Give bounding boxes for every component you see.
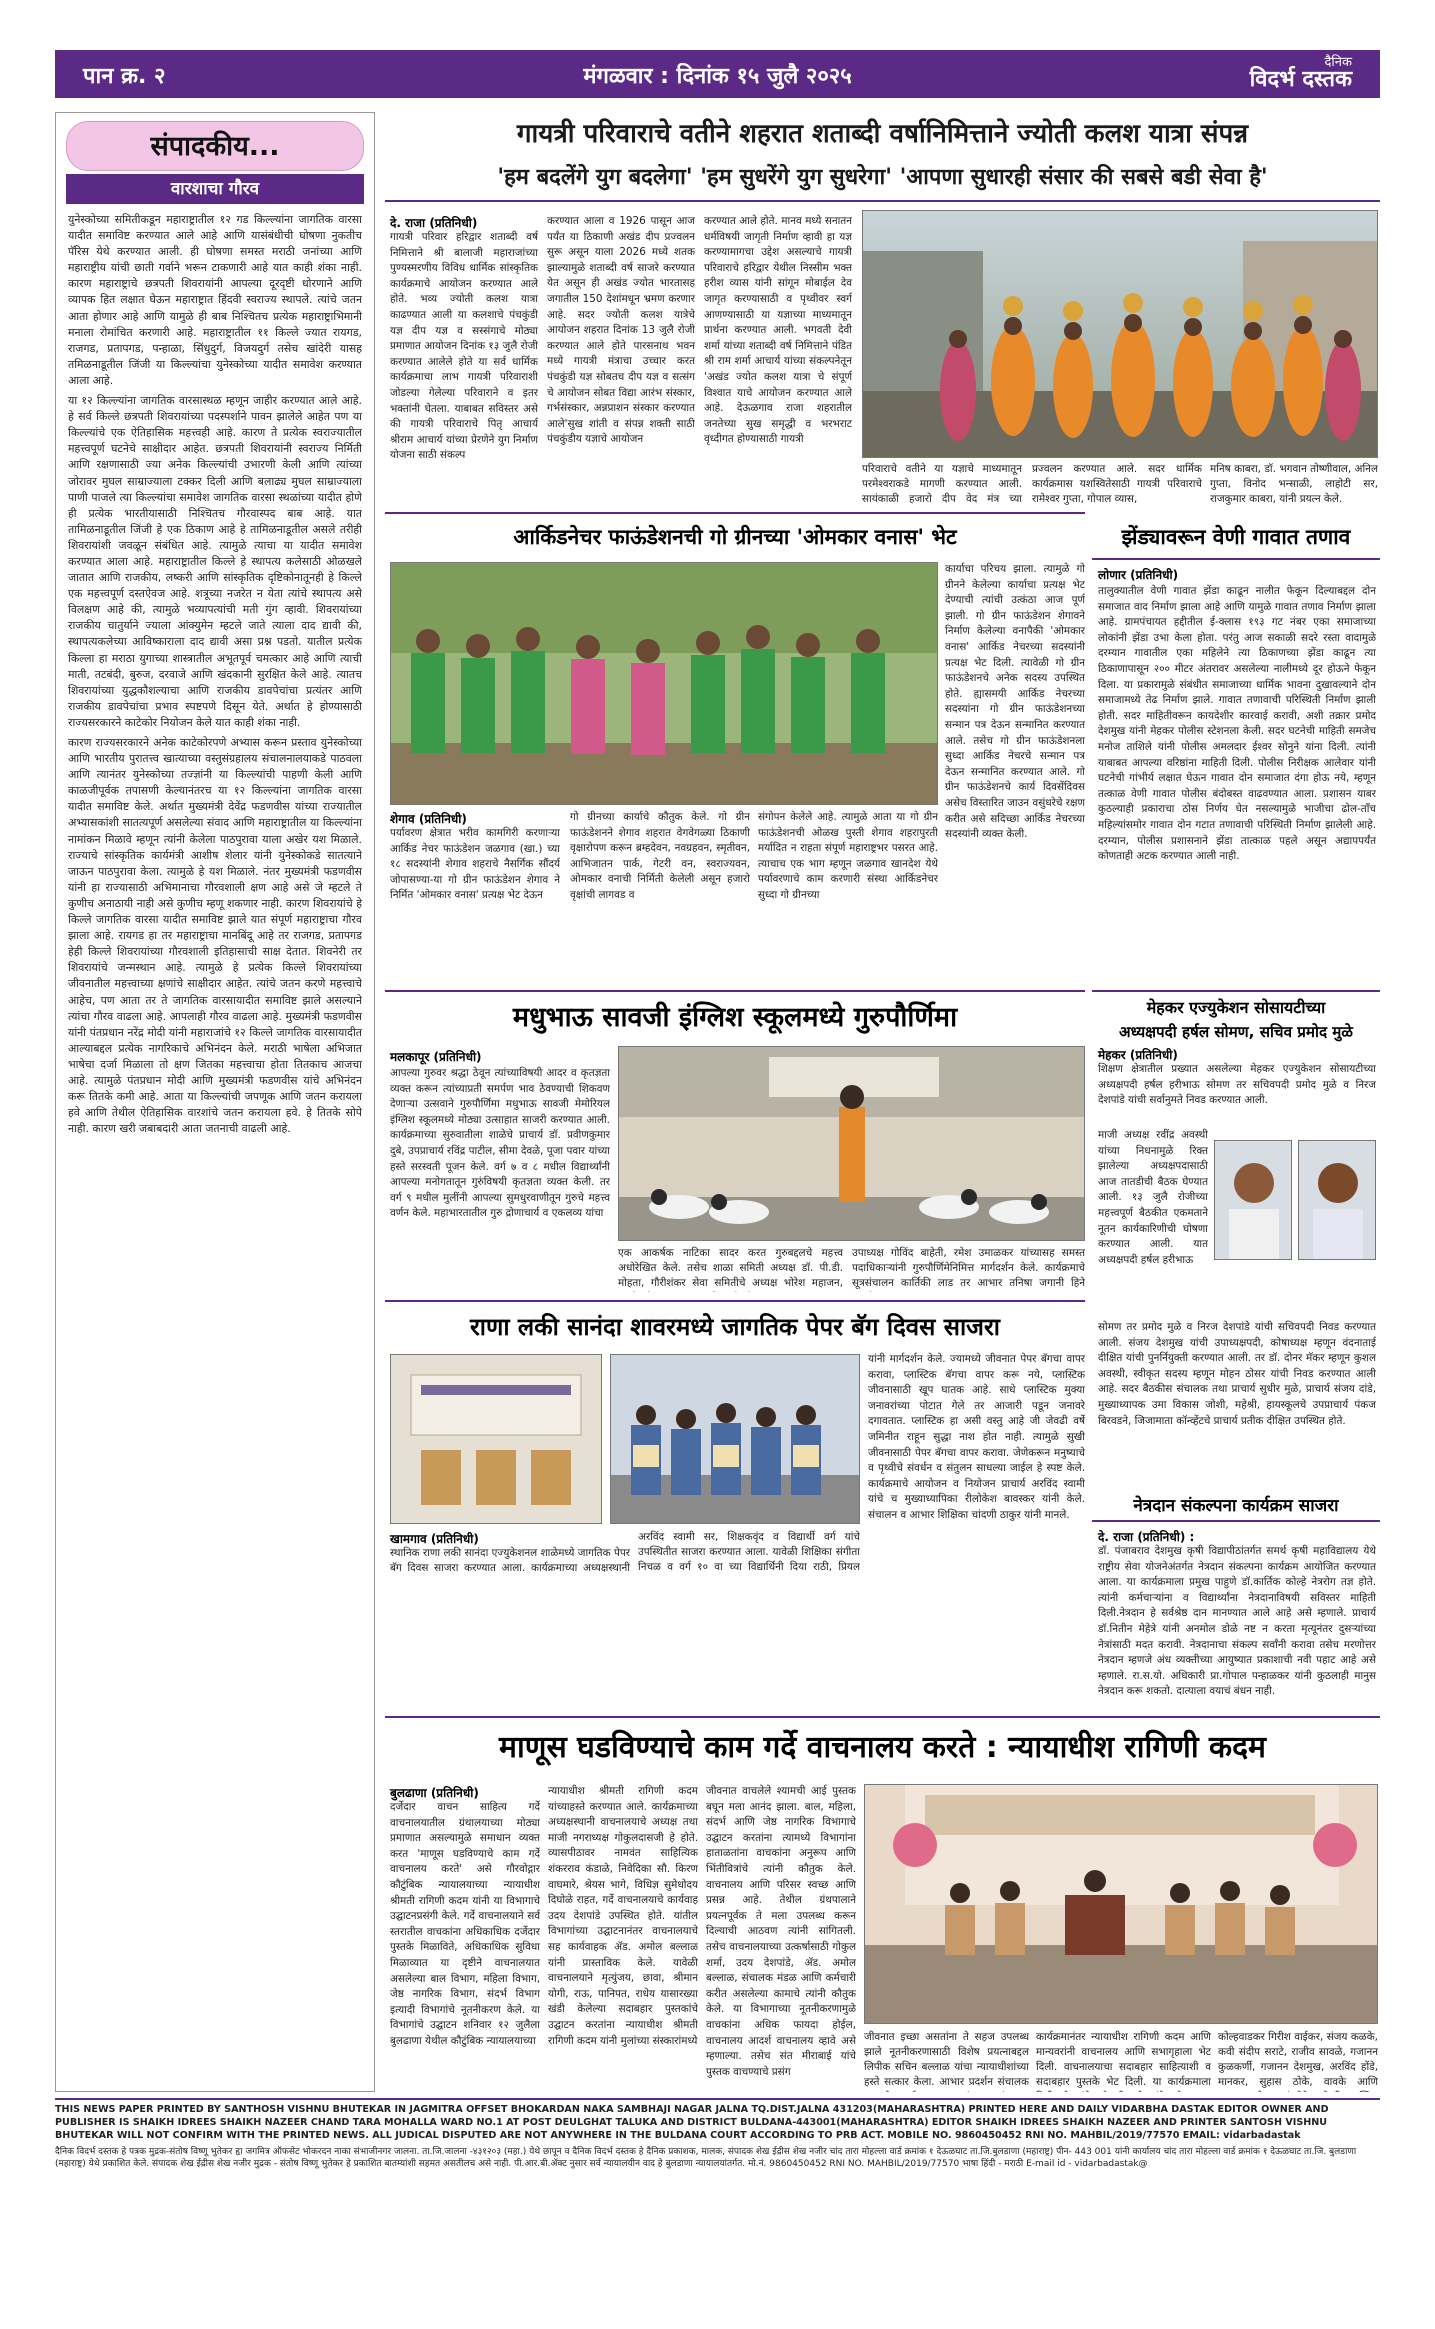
editorial-title-box (66, 121, 364, 171)
story2-top-rule (385, 512, 1085, 514)
story4-photo-art (619, 1047, 1085, 1241)
story8-col-3: जीवनात वाचलेले श्यामची आई पुस्तक बघून मला आनंद झाला. बाल, महिला, संदर्भ आणि जेष्ठ नागरिक विभागाचे उद्घाटन करतांना त्यामध्ये विभागांना हाताळतांना वाचकांना अनुरूप आणि भिंतीवित्रांचे त्यांनी कौतुक केले. वाचनालय आणि परिसर स्वच्छ आणि प्रसन्न आहे. तेथील ग्रंथपालाने प्रयत्नपूर्वक ते मला उपलब्ध करून दिल्याची आठवण त्यांनी सांगितली. तसेच वाचनालयाच्या उत्कर्षासाठी गोकुल शर्मा, उदय देशपांडे, ॲड. अमोल बल्लाळ, संचालक मंडळ आणि कर्मचारी करीत असलेल्या कामाचे त्यांनी कौतुक केले. या विभागाच्या नूतनीकरणामुळे वाचकांना अधिक फायदा होईल, वाचनालय आदर्श वाचनालय व्हावे असे म्हणाल्या. तसेच संत मीराबाई यांचे पुस्तक वाचण्याचे प्रसंग (706, 1785, 856, 2078)
story2-photo-art (391, 563, 938, 805)
story4-caption-right: उपाध्यक्ष गोविंद बाहेती, रमेश उमाळकर यांच्यासह समस्त पदाधिकाऱ्यांनी गुरुपौर्णिमेनिमित्त मार्गदर्शन केले. कार्यक्रमाचे सूत्रसंचालन कार्तिकी लाड तर आभार तनिषा जगानी हिने (852, 1247, 1085, 1289)
story5-col-3: यांनी मार्गदर्शन केले. ज्यामध्ये जीवनात पेपर बॅगचा वापर करावा, प्लास्टिक बॅगचा वापर करू नये, प्लास्टिक जीवनासाठी खूप घातक आहे. साधे प्लास्टिक मुक्या जनावरांच्या पोटात गेले तर आजारी पडून जनावरे दगावतात. प्लास्टिक हा असी वस्तु आहे जी जेवढी वर्षे जमिनीत राहून सुद्धा नाश होत नाही. त्यामुळे सुखी जीवनासाठी पेपर बॅगचा वापर करावा. जेणेकरून मनुष्याचे व पृथ्वीचे संवर्धन व संतुलन साधल्या जाईल हे स्पष्ट केले. कार्यक्रमाचे आयोजन व नियोजन प्राचार्य अरविंद स्वामी यांचे च मुख्याध्यापिका रीलोकेश बावस्कर यांनी केले. संचालन व आभार शिक्षिका चांदणी ठाकुर यांनी मानले. (868, 1353, 1085, 1521)
story2-col-2: गो ग्रीनच्या कार्याचे कौतुक केले. गो ग्रीन फाऊंडेशनने शेगाव शहरात वेगवेगळ्या ठिकाणी वृक्षारोपण करून ब्रम्हदेवन, नवग्रहवन, स्मृतीवन, आभिजातन पार्क, गेटरी वन, स्वराज्यवन, ओमकार वनाची निर्मिती केलेली असून हजारो वृक्षांची लागवड व (570, 811, 750, 901)
story1-headline-2: 'हम बदलेंगे युग बदलेगा' 'हम सुधरेंगे युग सुधरेगा' 'आपणा सुधारही संसार की सबसे बडी सेवा है' (497, 165, 1268, 190)
story5-top-rule (385, 1300, 1085, 1302)
story4-caption-mid: एक आकर्षक नाटिका सादर करत गुरुबद्दलचे महत्त्व अधोरेखित केले. तसेच शाळा समिती अध्यक्ष डॉ. पी.डी. मोहता, गौरीशंकर सेवा समितीचे अध्यक्ष भोरेश महाजन, (618, 1247, 843, 1289)
story8-col-2: न्यायाधीश श्रीमती रागिणी कदम यांच्याहस्ते करण्यात आले. कार्यक्रमाच्या अध्यक्षस्थानी वाचनालयाचे अध्यक्ष तथा माजी नगराध्यक्ष गोकुलदासजी हे होते. व्यासपीठावर नामवंत साहित्यिक शंकरराव कंडाळे, निवेदिका सौ. किरण वाघमारे, श्रेयस भागे, विधिज्ञ सुमेधोदय दिघोळे राहत, गर्दे वाचनालयाचे कार्यवाह उदय देशपांडे उपस्थित होते. यांतील विभागांच्या उद्घाटनानंतर वाचनालयाचे सह कार्यवाहक ॲड. अमोल बल्लाळ यांनी प्रास्ताविक केले. यावेळी वाचनालयाने मृत्युंजय, छावा, श्रीमान योगी, राऊ, पानिपत, राधेय यासारख्या खंडी केलेल्या सदाबहार पुस्तकांचे उद्घाटन करतांना न्यायाधीश श्रीमती रागिणी कदम यांनी मुलांच्या संस्कारांमध्ये (548, 1785, 698, 2047)
editorial-para-3: कारण राज्यसरकारने अनेक काटेकोरपणे अभ्यास करून प्रस्ताव युनेस्कोच्या आणि भारतीय पुरातत्त्व खात्याच्या वस्तुसंग्रहालय संचालनालयाकडे पाठवला आणि त्यानंतर युनेस्कोच्या तज्ज्ञांनी या किल्ल्यांची पाहणी केली आणि काळजीपूर्वक तपासणी केल्यानंतरच या १२ किल्ल्यांना जागतिक वारसा यादीत समाविष्ट केले. अर्थात मुख्यमंत्री देवेंद्र फडणवीस यांच्या राज्यातील अभ्यासकांशी सातत्यपूर्ण असलेल्या संवाद आणि महाराष्ट्रातील या किल्ल्यांना नामांकन मिळावे म्हणून त्यांनी केलेला पाठपुरावा याला अखेर यश मिळाले. राज्याचे सांस्कृतिक कार्यमंत्री आशीष शेलार यांनी युनेस्कोकडे सातत्याने जाऊन पाठपुरावा केला. त्यामुळे हे यश मिळाले. नंतर मुख्यमंत्री फडणवीस यांनी हा राज्यासाठी अभिमानाचा गौरवशाली क्षण आहे असे जे म्हटले ते कुणीच अनाठायी नाही असे कुणीच म्हणू शकणार नाही. कारण शिवरायांचे हे किल्ले जागतिक वारसा यादीत समाविष्ट झाले यात संपूर्ण महाराष्ट्राचा गौरव झाला आहे. रायगड हा तर महाराष्ट्राचा मानबिंदू आहे तर राजगड, प्रतापगड हेही किल्ले शिवरायांच्या गौरवशाली इतिहासाची साक्ष देतात. शिवनेरी तर शिवरायांचे जन्मस्थान आहे. त्यामुळे हे प्रत्येक किल्ले शिवरायांच्या जीवनातील महत्त्वाच्या क्षणांचे साक्षीदार आहेत. त्यांचे जतन करणे महत्त्वाचे आहेच, पण आता तर ते जागतिक वारसायादीत समाविष्ट झाले असल्याने त्यांचा गौरव वाढला आहे. आपलाही गौरव वाढला आहे. मुख्यमंत्री फडणवीस यांनी पंतप्रधान नरेंद्र मोदी यांनी महाराजांचे १२ किल्ले जागतिक वारसायादीत आल्याबद्दल प्रत्येक नागरिकाचे अभिनंदन केले. मराठी भाषेला अभिजात भाषेचा दर्जा मिळाला तो क्षण जितका महत्त्वाचा होता तितकाच आजचा आहे. त्यामुळे पंतप्रधान मोदी आणि मुख्यमंत्री फडणवीस यांचे अभिनंदन करू तितके कमी आहे. आता या किल्ल्यांची जपणूक आणि जतन करायला हवे आणि तेथील ऐतिहासिक वारशांचे जतन करायला हवे. हे तितके सोपे नाही. कारण खरी जबाबदारी आता जतनाची वाढली आहे. (68, 736, 362, 1136)
story1-caption-right: मनिष काबरा, डॉ. भगवान तोष्णीवाल, अनिल गुप्ता, विनोद भन्साळी, लाहोटी सर, राजकुमार काबरा, यांनी प्रयत्न केले. (1210, 463, 1378, 505)
story8-headline: माणूस घडविण्याचे काम गर्दे वाचनालय करते : न्यायाधीश रागिणी कदम (499, 1730, 1266, 1765)
page-number: पान क्र. २ (83, 64, 166, 89)
story1-caption-mid: प्रज्वलन करण्यात आले. सदर धार्मिक कार्यक्रमास यशस्वितेसाठी गायत्री परिवाराचे रामेश्वर गुप्ता, गोपाल व्यास, (1032, 463, 1202, 505)
story3-body: तालुक्यातील वेणी गावात झेंडा काढून नालीत फेकून दिल्याबद्दल दोन समाजात वाद निर्माण झाला आहे आणि यामुळे गावात तणाव निर्माण झाला आहे. ग्रामपंचायत हद्दीतील ई-क्लास १९३ गट नंबर एका समाजाच्या लोकांनी झेंडा उभा केला होता. परंतु आज सकाळी सदरे रस्ता वादामुळे दरम्यान गावातील एका महिलेने त्या ठिकाणच्या झेंडा काढून त्या ठिकाणापासून २०० मीटर अंतरावर असलेल्या नालीमध्ये दूर होऊने फेकून दिला. या प्रकारामुळे संबंधीत समाजाच्या धार्मिक भावना दुखावल्याने दोन समाजामध्ये तेढ निर्माण झाले. गावात तणावाची परिस्थिती निर्माण झाली होती. सदर माहितीवरून कायदेशीर कारवाई करावी, अशी तक्रार प्रमोद देशमुख यांनी मेहकर पोलीस स्टेशनला केली. सदर घटनेची माहिती समजेच मनोज ताशिले यांनी पोलीस अमलदार ईश्वर सोनुने यांना दिली. त्यांनी याबाबत आपल्या वरिष्ठांना माहिती दिली. पोलीस निरीक्षक आलेवार यांनी घटनेची गांभीर्य लक्षात घेऊन गावात दोन समाजात दंगा होऊ नये, म्हणून तत्काळ वेणी गावात पोलीस बंदोबस्त वाढवण्यात आला. प्रशासन याबर कुठल्याही प्रकाराचा ठोस निर्णय घेत नसल्यामुळे भाजीचा ढोल-ताँच महिल्यांसमोर गावात दोन गटात तणावाची परिस्थिती निर्माण झालेली आहे. दरम्यान, पोलीस प्रशासनाने झेंडा तात्काळ पहले असून अद्यापपर्यंत कोणताही अटक करण्यात आली नाही. (1098, 585, 1376, 863)
story3-headline: झेंड्यावरून वेणी गावात तणाव (1121, 525, 1351, 549)
story4-byline: मलकापूर (प्रतिनिधी) (390, 1050, 482, 1064)
story8-byline: बुलढाणा (प्रतिनिधी) (390, 1786, 479, 1800)
brand-name: विदर्भ दस्तक (1249, 67, 1352, 92)
story6-top-rule (1092, 990, 1380, 992)
story6-intro: शिक्षण क्षेत्रातील प्रख्यात असलेल्या मेहकर एज्युकेशन सोसायटीच्या अध्यक्षपदी हर्षल हरीभाऊ सोमण तर सचिवपदी प्रमोद मुळे व निरज देशपांडे यांची सर्वानुमते निवड करण्यात आली. (1098, 1063, 1376, 1107)
story6-headline-2: अध्यक्षपदी हर्षल सोमण, सचिव प्रमोद मुळे (1119, 1023, 1353, 1041)
imprint-marathi: दैनिक विदर्भ दस्तक हे पत्रक मुद्रक-संतोष विष्णू भुतेकर हृा जगमित्र ऑफसेट भोकरदन नाका संभाजीनगर जालना. ता.जि.जालना -४३१२०३ (महा.) येथे छापून व दैनिक विदर्भ दस्तक हे दैनिक प्रकाशक, मालक, संपादक शेख ईद्रीस शेख नजीर चांद तारा मोहल्ला वार्ड क्रमांक १ देऊळघाट ता.जि.बुलडाणा (महाराष्ट्र) पीन- 443 001 यांनी कार्यालय चांद तारा मोहल्ला वार्ड क्रमांक १ देऊळघाट ता.जि. बुलडाणा (महाराष्ट्र) येथे प्रकाशित केले. संपादक शेख ईद्रीस शेख नजीर मुद्रक - संतोष विष्णू भुतेकर हे प्रकाशित बातम्यांशी सहमत असतीलच असे नाही. पी.आर.बी.ॲक्ट नुसार सर्व न्यायालयीन वाद हे बुलडाणा न्यायालयांतर्गत. मो.नं. 9860450452 RNI NO. MAHBIL/2019/77570 भाषा हिंदी - मराठी E-mail id - vidarbadastak@ (55, 2147, 1357, 2169)
story5-caption-2: अरविंद स्वामी सर, शिक्षकवृंद व विद्यार्थी वर्ग यांचे उपस्थितीत साजरा करण्यात आला. यावेळी शिक्षिका संगीता निचळ व वर्ग १० वा च्या विद्यार्थिनी दिया राठी, प्रियल (638, 1531, 860, 1573)
story2-col-1: पर्यावरण क्षेत्रात भरीव कामगिरी करणाऱ्या आर्किड नेचर फाऊंडेशन जळगाव (खा.) च्या १८ सदस्यांनी शेगाव शहराचे नैसर्गिक सौंदर्य जोपासण्या-या गो ग्रीन फाऊंडेशन शेगाव ने निर्मित 'ओमकार वनास' प्रत्यक्ष भेट देऊन (390, 827, 560, 902)
imprint-rule (55, 2098, 1380, 2100)
issue-date: मंगळवार : दिनांक १५ जुलै २०२५ (583, 64, 852, 89)
story5-photo-art-2 (611, 1355, 860, 1524)
story8-caption-2: कार्यक्रमानंतर न्यायाधीश रागिणी कदम आणि मान्यवरांनी वाचनालय आणि सभागृहाला भेट दिली. वाचनालयाचा सदाबहार साहित्याशी व सदाबहार पुस्तके भेट दिली. या कार्यक्रमाला (1036, 2031, 1211, 2088)
story1-caption-left: परिवाराचे वतीने या यज्ञाचे माध्यमातून परमेश्वराकडे मागणी करण्यात आली. सायंकाळी हजारो दीप वेद मंत्र च्या (862, 463, 1022, 505)
story7-body: डॉ. पंजाबराव देशमुख कृषी विद्यापीठांतर्गत समर्थ कृषी महाविद्यालय येथे राष्ट्रीय सेवा योजनेअंतर्गत नेत्रदान संकल्पना कार्यक्रम आयोजित करण्यात आला. या कार्यक्रमाला प्रमुख पाहुणे डॉ.कार्तिक कोल्हे नेत्ररोग तज्ञ होते. त्यांनी कर्मचाऱ्यांना व विद्यार्थ्यांना नेत्रदानाविषयी सविस्तर माहिती दिली.नेत्रदान हे सर्वश्रेष्ठ दान मानण्यात आले आहे असे म्हणाले. प्राचार्य डॉ.नितीन मेहेत्रे यांनी अनमोल डोळे नष्ट न करता मृत्यूनंतर दुसऱ्यांच्या नेत्रांसाठी मदत करावी. नेत्रदानाचा संकल्प सर्वांनी करावा तसेच मरणोत्तर नेत्रदान म्हणजे अंध व्यक्तीच्या आयुष्यात प्रकाशाची नवी पहाट आहे असे म्हणाले. रा.स.यो. अधिकारी प्रा.गोपाल पन्हाळकर यांनी कुठलाही मानुस नेत्रदान करू शकतो. दात्याला वयाचं बंधन नाही. (1098, 1545, 1376, 1698)
masthead-bar (55, 50, 1380, 98)
story7-byline: दे. राजा (प्रतिनिधी) : (1098, 1530, 1195, 1544)
story2-col-4: कार्याचा परिचय झाला. त्यामुळे गो ग्रीनने केलेल्या कार्याचा प्रत्यक्ष भेट देण्याची त्यांची उत्कंठा आज पूर्ण झाली. गो ग्रीन फाऊंडेशन शेगावने निर्माण केलेल्या वनापैकी 'ओमकार वनास' आर्किड नेचरच्या सदस्यांनी प्रत्यक्ष भेट दिली. त्यावेळी गो ग्रीन फाऊंडेशनचे अनेक सदस्य उपस्थित होते. ह्यासमयी आर्किड नेचरच्या सदस्यांना गो ग्रीन फाऊंडेशनच्या सन्मान पत्र देऊन सन्मानित करण्यात आले. तसेच गो ग्रीन फाऊंडेशनला सुध्दा आर्किड नेचरचे सन्मान पत्र देऊन सन्मानित करण्यात आले. गो ग्रीन फाऊंडेशनचे कार्य दिवसेंदिवस असेच विस्तारित जाउन वसुंधरेचे रक्षण करीत असे सदिच्छा आर्किड नेचरच्या सदस्यांनी व्यक्त केली. (945, 563, 1085, 841)
story1-photo-art (863, 211, 1378, 458)
story6-col: माजी अध्यक्ष रवींद्र अवस्थी यांच्या निधनामुळे रिक्त झालेल्या अध्यक्षपदासाठी आज तातडीची बैठक घेण्यात आली. १३ जुलै रोजीच्या महत्त्वपूर्ण बैठकीत एकमताने नूतन कार्यकारिणीची घोषणा करण्यात आली. यात अध्यक्षपदी हर्षल हरीभाऊ (1098, 1129, 1208, 1266)
story7-rule (1092, 1520, 1380, 1522)
story1-rule (385, 200, 1380, 202)
story3-rule (1092, 558, 1380, 560)
story1-byline: दे. राजा (प्रतिनिधी) (390, 216, 478, 230)
story1-col-1: गायत्री परिवार हरिद्वार शताब्दी वर्ष निमित्ताने श्री बालाजी महाराजांच्या पुण्यस्मरणीय विविध धार्मिक सांस्कृतिक कार्यक्रमाचे आयोजन करण्यात आले होते. भव्य ज्योती कलश यात्रा काढण्यात आली या कलशाचे पंचकुंडी यज्ञ दीप यज्ञ व सस्संगाचे मोठ्या प्रमाणात आयोजन दिनांक १३ जुलै रोजी करण्यात आलेले होते या सर्व धार्मिक कार्यक्रमाचा लाभ गायत्री परिवाराशी जोडल्या गेलेल्या परिवाराने व इतर भक्तांनी घेतला. याबाबत सविस्तर असे की गायत्री परिवाराचे पितृ आचार्य श्रीराम आचार्य यांच्या प्रेरणेने युग निर्माण योजना साठी संकल्प (390, 231, 538, 462)
story5-caption-1: स्थानिक राणा लकी सानंदा एज्युकेशनल शाळेमध्ये जागतिक पेपर बॅग दिवस साजरा करण्यात आला. कार्यक्रमाच्या अध्यक्षस्थानी (390, 1547, 630, 1574)
story4-col-1: आपल्या गुरुवर श्रद्धा ठेवून त्यांच्याविषयी आदर व कृतज्ञता व्यक्त करून त्यांच्याप्रती समर्पण भाव ठेवण्याची शिकवण देणाऱ्या उत्सवाने गुरुपौर्णिमा मधुभाऊ सावजी मेमोरियल इंग्लिश स्कूलमध्ये मोठ्या उत्साहात साजरी करण्यात आली. कार्यक्रमाच्या सुरुवातीला शाळेचे प्राचार्य डॉ. प्रवीणकुमार दुबे, उपप्राचार्य रविंद्र पाटील, सीमा देवळे, पूजा पवार यांच्या हस्ते सरस्वती पूजन केले. वर्ग ७ व ८ मधील विद्यार्थ्यांनी आपल्या मनोगतातून गुरुंविषयी कृतज्ञता व्यक्त केली. तर वर्ग ९ मधील मुलींनी आपल्या सुमधुरवाणीतून गुरुचे महत्त्व वर्णन केले. महाभारतातील गुरु द्रोणाचार्य व एकलव्य यांचा (390, 1067, 610, 1220)
story1-headline-1: गायत्री परिवाराचे वतीने शहरात शताब्दी वर्षानिमित्ताने ज्योती कलश यात्रा संपन्न (516, 119, 1249, 149)
brand-logo (1250, 56, 1352, 91)
story8-photo-event (864, 1784, 1378, 2024)
story6-rest: सोमण तर प्रमोद मुळे व निरज देशपांडे यांची सचिवपदी निवड करण्यात आली. संजय देशमुख यांची उपाध्यक्षपदी, कोषाध्यक्ष म्हणून वंदनाताई दीक्षित यांची पुनर्नियुक्ती करण्यात आली. तर डॉ. दोनर मॅकर म्हणून कुशल अवस्थी, स्वीकृत सदस्य म्हणून मोहन ठोसर यांची निवड करण्यात आली आहे. सदर बैठकीस संचालक तथा प्राचार्य सुधीर मुळे, प्राचार्य संजय दांडे, मुख्याध्यापक उमा विकास जोशी, महेश्री, हायस्कूलचे उपप्राचार्य पंकज बिरवडने, जिजामाता कॉन्व्हेंटचे प्राचार्य प्रतीक दीक्षित उपस्थित होते. (1098, 1321, 1376, 1427)
story5-byline: खामगाव (प्रतिनिधी) (390, 1532, 479, 1546)
story1-col-2: करण्यात आला व 1926 पासून आज पर्यंत या ठिकाणी अखंड दीप प्रज्वलन सुरू असून याला 2026 मध्ये शतक झाल्यामुळे शताब्दी वर्ष साजरे करण्यात येत असून ही अखंड ज्योत भारतासह जगातील 150 देशांमधून भ्रमण करणार आहे. सदर ज्योती कलश यात्रेचे आयोजन शहरात दिनांक 13 जुलै रोजी करण्यात आले होते पारसनाथ भवन मध्ये गायत्री मंत्राचा उच्चार करत पंचकुंडी यज्ञ सोबतच दीप यज्ञ व सत्संग चे आयोजन सोबत विद्या आरंभ संस्कार, गर्भसंस्कार, अन्नप्राशन संस्कार करण्यात आले'सुख शांती व संपन्न शक्ती साठी पंचकुंडीय यज्ञाचे आयोजन (547, 215, 695, 446)
story6-portrait-2 (1299, 1141, 1376, 1260)
editorial-title: संपादकीय... (150, 131, 280, 162)
story7-headline: नेत्रदान संकल्पना कार्यक्रम साजरा (1133, 1496, 1339, 1516)
editorial-para-2: या १२ किल्ल्यांना जागतिक वारसास्थळ म्हणून जाहीर करण्यात आले आहे. हे सर्व किल्ले छत्रपती शिवरायांच्या पदस्पर्शाने पावन झालेले आहेत पण या किल्ल्यांचे एक ऐतिहासिक महत्त्वही आहे. कारण ते प्रत्येक स्वराज्यातील महत्त्वपूर्ण घटनेचे साक्षीदार आहेत. छत्रपती शिवरायांनी स्वराज्य निर्मिती आणि रक्षणासाठी ज्या अनेक किल्ल्यांची उभारणी केली आणि त्यांच्या जोरावर मुघल साम्राज्याला टक्कर दिली आणि बलाढ्य मुघल साम्राज्याला पाणी पाजले त्या किल्ल्यांचा समावेश जागतिक वारसा स्थळांच्या यादीत होणे ही प्रत्येक भारतीयासाठी निश्चितच गौरवास्पद बाब आहे. यात तामिळनाडूतील जिंजी हे एक ठिकाण आहे हे तामिळनाडूतील असले तरीही शिवरायांशी जवळून संबंधित आहे. त्यामुळे त्याचा या यादीत समावेश करण्यात आला आहे. महाराष्ट्रातील किल्ले हे स्थापत्य कलेसाठी ओळखले जातात आणि राजकीय, लष्करी आणि सांस्कृतिक दृष्टिकोनातूनही हे किल्ले एक महत्त्वपूर्ण दस्तऐवज आहे. शत्रूच्या नजरेत न येता त्यांचे स्थापत्य असे विलक्षण आहे की, त्यामुळे भव्यापत्यांची मती गुंग व्हावी. शिवरायांच्या राजकीय चातुर्याने ज्याला आंक्युमेन म्हटले जाते त्याला दाद द्यावी की, स्थापत्यकलेच्या आविष्काराला दाद द्यावी असा प्रश्न पडतो. यातील प्रत्येक किल्ला हा मराठा युगाच्या शास्त्रातील अभूतपूर्व चमत्कार आहे आणि त्याची माती, तटबंदी, बुरुज, दरवाजे आणि खंदकानी सुरक्षित केले आहे. त्यातच शिवरायांच्या युद्धकौशल्याचा आणि राजकीय डावपेचांचा प्रत्यंतर आणि राजकीय डावपेचांचा प्रभाव स्पष्टपणे दिसून येते. अर्थात हे होण्यासाठी राज्यसरकारने काटेकोर नियोजन केले यात काही शंका नाही. (68, 394, 362, 729)
story4-top-rule (385, 990, 1085, 992)
brand-small: दैनिक (1324, 55, 1352, 70)
story6-byline: मेहकर (प्रतिनिधी) (1098, 1048, 1178, 1062)
story5-headline: राणा लकी सानंदा शावरमध्ये जागतिक पेपर बॅग दिवस साजरा (469, 1313, 1001, 1341)
story5-photo-students (610, 1354, 860, 1524)
story4-headline: मधुभाऊ सावजी इंग्लिश स्कूलमध्ये गुरुपौर्णिमा (512, 1002, 958, 1033)
story6-photo-1 (1214, 1140, 1292, 1260)
story1-col-3: करण्यात आले होते. मानव मध्ये सनातन धर्मविषयी जागृती निर्माण व्हावी हा यज्ञ करण्यामागचा उद्देश असल्याचे गायत्री परिवाराचे हरिद्वार येथील निस्सीम भक्त हरीश व्यास यांनी सांगून मोबाईल देव जागृत करण्यासाठी व पृथ्वीवर स्वर्ग आणण्यासाठी या यज्ञाच्या माध्यमातून प्रार्थना करण्यात आली. भगवती देवी शर्मा यांच्या शताब्दी वर्ष निमित्ताने पंडित श्री राम शर्मा आचार्य यांच्या संकल्पनेतून 'अखंड ज्योत कलश यात्रा चे संपूर्ण विश्वात याचे आयोजन करण्यात आले आहे. देऊळगाव राजा शहरातील जनतेच्या सुख समृद्धी व भरभराट वृध्दीगत होण्यासाठी गायत्री (704, 215, 852, 446)
story2-byline: शेगाव (प्रतिनिधी) (390, 812, 467, 826)
story8-col-1: दर्जेदार वाचन साहित्य गर्दे वाचनालयातील ग्रंथालयाच्या मोठ्या प्रमाणात असल्यामुळे समाधान व्यक्त करत 'माणूस घडविण्याचे काम गर्दे वाचनालय करते' असे गौरवोद्गार कौटुंबिक न्यायालयाच्या न्यायाधीश श्रीमती रागिणी कदम यांनी या विभागाचे उद्घाटनप्रसंगी केले. गर्दे वाचनालयाने सर्व स्तरातील वाचकांना अधिकाधिक दर्जेदार पुस्तके मिळाविते, अधिकाधिक सुविधा मिळाव्यात या दृष्टीने वाचनालयात असलेल्या बाल विभाग, महिला विभाग, जेष्ठ नागरिक विभाग, संदर्भ विभाग इत्यादी विभागांचे नूतनीकरण केले. या विभागांचे उद्घाटन शनिवार १२ जुलैला बुलढाणा येथील कौटुंबिक न्यायालयाच्या (390, 1801, 540, 2047)
editorial-box (55, 112, 375, 2092)
story2-photo-group (390, 562, 938, 805)
imprint-english: THIS NEWS PAPER PRINTED BY SANTHOSH VISHNU BHUTEKAR IN JAGMITRA OFFSET BHOKARDAN NAKA SAMBHAJI NAGAR JALNA TQ.DIST.JALNA 431203(MAHARASHTRA) PRINTED HERE AND DAILY VIDARBHA DASTAK EDITOR OWNER AND PUBLISHER IS SHAIKH IDREES SHAIKH NAZEER CHAND TARA MOHALLA WARD NO.1 AT POST DEULGHAT TALUKA AND DISTRICT BULDANA-443001(MAHARASHTRA) EDITOR SHAIKH IDREES SHAIKH NAZEER AND PRINTER SANTOSH VISHNU BHUTEKAR WILL NOT CONFIRM WITH THE PRINTED NEWS. ALL JUDICAL DISPUTED ARE NOT ANYWHERE IN THE BULDANA COURT ACCORDING TO PRB ACT. MOBILE NO. 9860450452 RNI NO. MAHBIL/2019/77570 EMAIL: vidarbadastak (55, 2104, 1329, 2141)
story8-caption-3: कोल्हवाडकर गिरीश वाईकर, संजय कळके, कवी संदीप सराटे, राजीव सावळे, गजानन कुळकर्णी, गजानन देशमुख, अरविंद होंडे, मानकर, सुहास ठोके, वावके आणि (1218, 2031, 1378, 2088)
story8-photo-art (865, 1785, 1378, 2024)
story4-photo-school (618, 1046, 1085, 1241)
story3-byline: लोणार (प्रतिनिधी) (1098, 568, 1179, 582)
editorial-subtitle: वारशाचा गौरव (66, 174, 364, 204)
story8-caption-1: जीवनात इच्छा असतांना ते सहज उपलब्ध झाले नूतनीकरणासाठी विशेष प्रयत्नाबद्दल लिपीक सचिन बल्लाळ यांचा न्यायाधीशांच्या हस्ते सत्कार केला. आभार प्रदर्शन संचालक (864, 2031, 1029, 2088)
story8-top-rule (385, 1716, 1380, 1718)
story6-photo-2 (1298, 1140, 1376, 1260)
editorial-para-1: युनेस्कोच्या समितीकडून महाराष्ट्रातील १२ गड किल्ल्यांना जागतिक वारसा यादीत समाविष्ट करण्यात आले आहे आणि यासंबंधीची घोषणा नुकतीच पॅरिस येथे करण्यात आली. ही घोषणा समस्त मराठी जनांच्या आणि महाराष्ट्रीय यांची छाती गर्वाने भरून टाकणारी आहे यात काही शंका नाही. कारण महाराष्ट्राचे छत्रपती शिवरायांनी आपल्या दूरदृष्टी धोरणाने आणि व्यापक हित लक्षात घेऊन महाराष्ट्रात हिंदवी स्वराज्य स्थापले. त्यांचे जतन आता होणार आहे आणि यामुळे ही बाब निश्चितच प्रत्येक महाराष्ट्राभिमानी मनाला रोमांचित करणारी आहे. महाराष्ट्रातील ११ किल्ले ज्यात रायगड, राजगड, प्रतापगड, पन्हाळा, सिंधुदुर्ग, विजयदुर्ग तसेच खांदेरी यासह तमिळनाडूतील जिंजी या किल्ल्यांचा युनेस्कोच्या यादीत समावेश करण्यात आला आहे. (68, 213, 362, 387)
story5-photo-posters (390, 1354, 602, 1524)
story6-headline-1: मेहकर एज्युकेशन सोसायटीच्या (1146, 998, 1326, 1017)
story6-portrait-1 (1215, 1141, 1292, 1260)
editorial-body (68, 212, 362, 2082)
story5-photo-art-1 (391, 1355, 602, 1524)
story2-headline: आर्किडनेचर फाऊंडेशनची गो ग्रीनच्या 'ओमकार वनास' भेट (513, 525, 957, 549)
story1-photo-procession (862, 210, 1378, 458)
story2-col-3: संगोपन केलेले आहे. त्यामुळे आता या गो ग्रीन फाऊंडेशनची ओळख पुस्ती शेगाव शहरापुरती मर्यादित न राहता संपूर्ण महाराष्ट्रभर पसरत आहे. त्याचाच एक भाग म्हणून जळगाव खानदेश येथे पर्यावरणाचे काम करणारी संस्था आर्किडनेचर सुध्दा गो ग्रीनच्या (758, 811, 938, 901)
